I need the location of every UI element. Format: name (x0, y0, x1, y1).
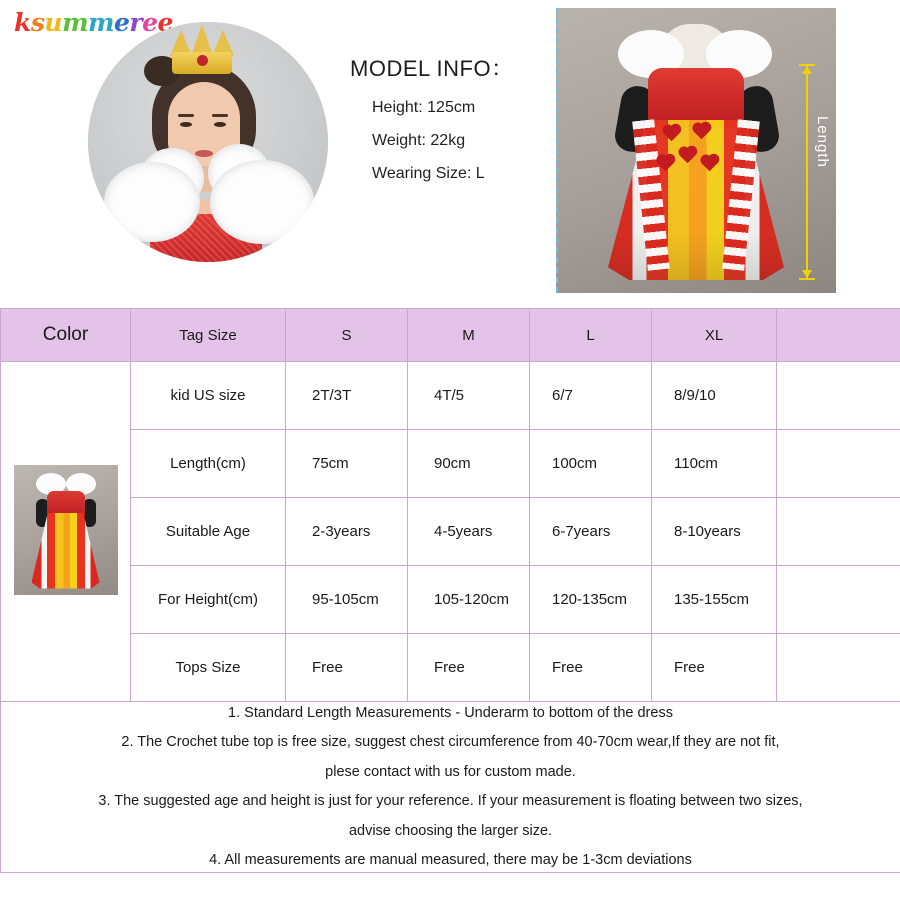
table-header-row (1, 309, 900, 362)
cell-suitable-age-s: 2-3years (286, 498, 408, 566)
cell-tops-size-l: Free (530, 634, 652, 702)
model-info-block (350, 52, 550, 198)
model-photo (88, 22, 328, 262)
crown-icon (172, 28, 232, 74)
cell-length-s: 75cm (286, 430, 408, 498)
header-size-m: M (408, 309, 530, 362)
model-eye (180, 122, 192, 127)
header-size-l: L (530, 309, 652, 362)
note-item: advise choosing the larger size. (348, 822, 553, 839)
dashed-guide-line (556, 8, 558, 293)
note-item: 3. The suggested age and height is just for your reference. If your measurement is floating between two sizes, (98, 793, 803, 810)
model-info-title: MODEL INFO： (350, 56, 514, 81)
cell-for-height-xl: 135-155cm (652, 566, 777, 634)
length-measure-arrow (806, 64, 808, 280)
ruffle-collar (210, 160, 314, 244)
color-thumbnail-cell (1, 362, 131, 702)
cell-kid-us-size-xl: 8/9/10 (652, 362, 777, 430)
header-spacer (777, 309, 900, 362)
model-eyebrow (178, 114, 194, 117)
row-label-length: Length(cm) (131, 430, 286, 498)
header-tag-size: Tag Size (131, 309, 286, 362)
notes-block (1, 702, 900, 873)
top-banner (0, 0, 900, 300)
row-label-suitable-age: Suitable Age (131, 498, 286, 566)
length-label: Length (814, 116, 831, 168)
cell-for-height-s: 95-105cm (286, 566, 408, 634)
cell-tops-size-xl: Free (652, 634, 777, 702)
table-row (1, 430, 900, 498)
cell-kid-us-size-m: 4T/5 (408, 362, 530, 430)
note-item: plese contact with us for custom made. (325, 763, 576, 780)
model-eyebrow (212, 114, 228, 117)
cell-tops-size-s: Free (286, 634, 408, 702)
cell-spacer (777, 430, 900, 498)
cell-spacer (777, 362, 900, 430)
table-row (1, 634, 900, 702)
brand-letter: k (14, 8, 31, 37)
cell-spacer (777, 566, 900, 634)
notes-row (1, 702, 900, 873)
model-info-height: Height: 125cm (372, 99, 476, 116)
table-row (1, 566, 900, 634)
cell-for-height-m: 105-120cm (408, 566, 530, 634)
cell-spacer (777, 498, 900, 566)
row-label-kid-us-size: kid US size (131, 362, 286, 430)
note-item: 4. All measurements are manual measured, there may be 1-3cm deviations (209, 852, 692, 869)
note-item: 2. The Crochet tube top is free size, suggest chest circumference from 40-70cm wear,If they are not fit, (121, 734, 780, 751)
model-info-weight: Weight: 22kg (372, 132, 466, 149)
red-bodice (648, 68, 744, 128)
cell-length-m: 90cm (408, 430, 530, 498)
brand-letter: m (62, 8, 89, 37)
cell-tops-size-m: Free (408, 634, 530, 702)
model-eye (214, 122, 226, 127)
brand-letter: s (30, 8, 45, 37)
header-color: Color (1, 309, 131, 362)
cell-for-height-l: 120-135cm (530, 566, 652, 634)
cell-suitable-age-l: 6-7years (530, 498, 652, 566)
ruffle-collar (104, 162, 200, 242)
cell-length-l: 100cm (530, 430, 652, 498)
note-item: 1. Standard Length Measurements - Underarm to bottom of the dress (228, 705, 673, 721)
model-info-wearing-size: Wearing Size: L (372, 165, 485, 182)
model-lips (195, 150, 213, 157)
row-label-for-height: For Height(cm) (131, 566, 286, 634)
brand-letter: u (44, 8, 63, 37)
product-photo (556, 8, 836, 293)
header-size-s: S (286, 309, 408, 362)
row-label-tops-size: Tops Size (131, 634, 286, 702)
cell-length-xl: 110cm (652, 430, 777, 498)
cell-suitable-age-m: 4-5years (408, 498, 530, 566)
cell-suitable-age-xl: 8-10years (652, 498, 777, 566)
size-chart-table (0, 308, 900, 873)
table-row (1, 498, 900, 566)
cell-kid-us-size-l: 6/7 (530, 362, 652, 430)
table-row (1, 362, 900, 430)
header-size-xl: XL (652, 309, 777, 362)
cell-spacer (777, 634, 900, 702)
cell-kid-us-size-s: 2T/3T (286, 362, 408, 430)
product-thumbnail (14, 465, 118, 595)
